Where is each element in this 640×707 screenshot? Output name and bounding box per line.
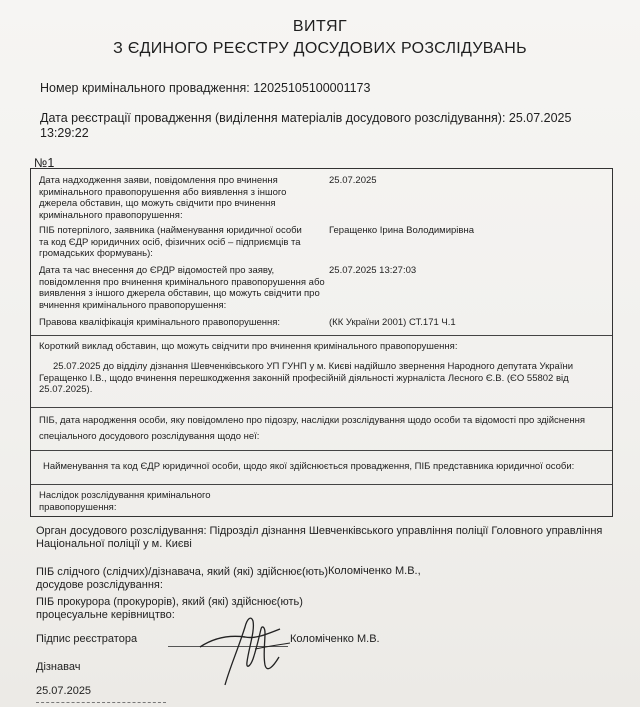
record-table [30,168,613,517]
divider [31,484,612,485]
field-label-report-date: Дата надходження заяви, повідомлення про вчинення кримінального правопорушення або виявлення з іншого джерела обставин, що можуть свідчити про вчинення кримінального правопорушення: [39,175,287,221]
field-value-entry-date: 25.07.2025 13:27:03 [329,265,417,276]
investigator-name: Коломіченко М.В., [328,565,421,577]
summary-text: 25.07.2025 до відділу дізнання Шевченківського УП ГУНП у м. Києві надійшло звернення Народного депутата України Геращенко І.В., щодо вчинення перешкодження законній професійній діяльності журналіста Лесного Є.В. (ЄО 55802 від 25.07.2025). [39,361,574,395]
case-number: Номер кримінального провадження: 12025105100001173 [40,81,371,95]
authority: Орган досудового розслідування: Підрозділ дізнання Шевченківського управління поліції Головного управління Національної поліції у м. Києві [36,525,603,550]
field-value-qualification: (КК України 2001) СТ.171 Ч.1 [329,317,456,328]
registrar-name: Коломіченко М.В. [290,633,380,645]
investigator-label: ПІБ слідчого (слідчих)/дізнавача, який (які) здійснює(ють) досудове розслідування: [36,566,329,591]
registrar-signature-label: Підпис реєстратора [36,633,138,645]
field-label-victim: ПІБ потерпілого, заявника (найменування юридичної особи та код ЄДР юридичних осіб, фізичних осіб – підприємців та громадських формувань): [39,225,302,259]
outcome-label: Наслідок розслідування кримінального правопорушення: [39,490,211,513]
legal-entity-heading: Найменування та код ЄДР юридичної особи, щодо якої здійснюється провадження, ПІБ представника юридичної особи: [43,461,575,472]
field-value-report-date: 25.07.2025 [329,175,377,186]
divider [31,450,612,451]
document-date: 25.07.2025 [36,685,92,697]
handwritten-signature [195,607,295,687]
field-value-victim: Геращенко Ірина Володимирівна [329,225,474,236]
inquirer-label: Дізнавач [36,661,81,673]
doc-title: ВИТЯГ [292,18,348,35]
summary-heading: Короткий виклад обставин, що можуть свідчити про вчинення кримінального правопорушення: [39,341,458,352]
registration-date-line1: Дата реєстрації провадження (виділення матеріалів досудового розслідування): 25.07.2025 [40,111,572,125]
doc-subtitle: З ЄДИНОГО РЕЄСТРУ ДОСУДОВИХ РОЗСЛІДУВАНЬ [113,40,527,57]
registration-date-line2: 13:29:22 [40,126,89,140]
cut-edge-text [36,702,166,703]
suspect-heading: ПІБ, дата народження особи, яку повідомлено про підозру, наслідки розслідування щодо особи та відомості про здійснення спеціального досудового розслідування щодо неї: [39,415,585,442]
divider [31,407,612,408]
record-number: №1 [34,156,55,170]
divider [31,335,612,336]
field-label-qualification: Правова кваліфікація кримінального правопорушення: [39,317,281,328]
field-label-entry-date: Дата та час внесення до ЄРДР відомостей про заяву, повідомлення про вчинення кримінального правопорушення або виявлення з іншого джерела обставин, що можуть свідчити про вчинення кримінального правопорушення: [39,265,325,311]
prosecutor-label: ПІБ прокурора (прокурорів), який (які) здійснює(ють) процесуальне керівництво: [36,596,303,621]
